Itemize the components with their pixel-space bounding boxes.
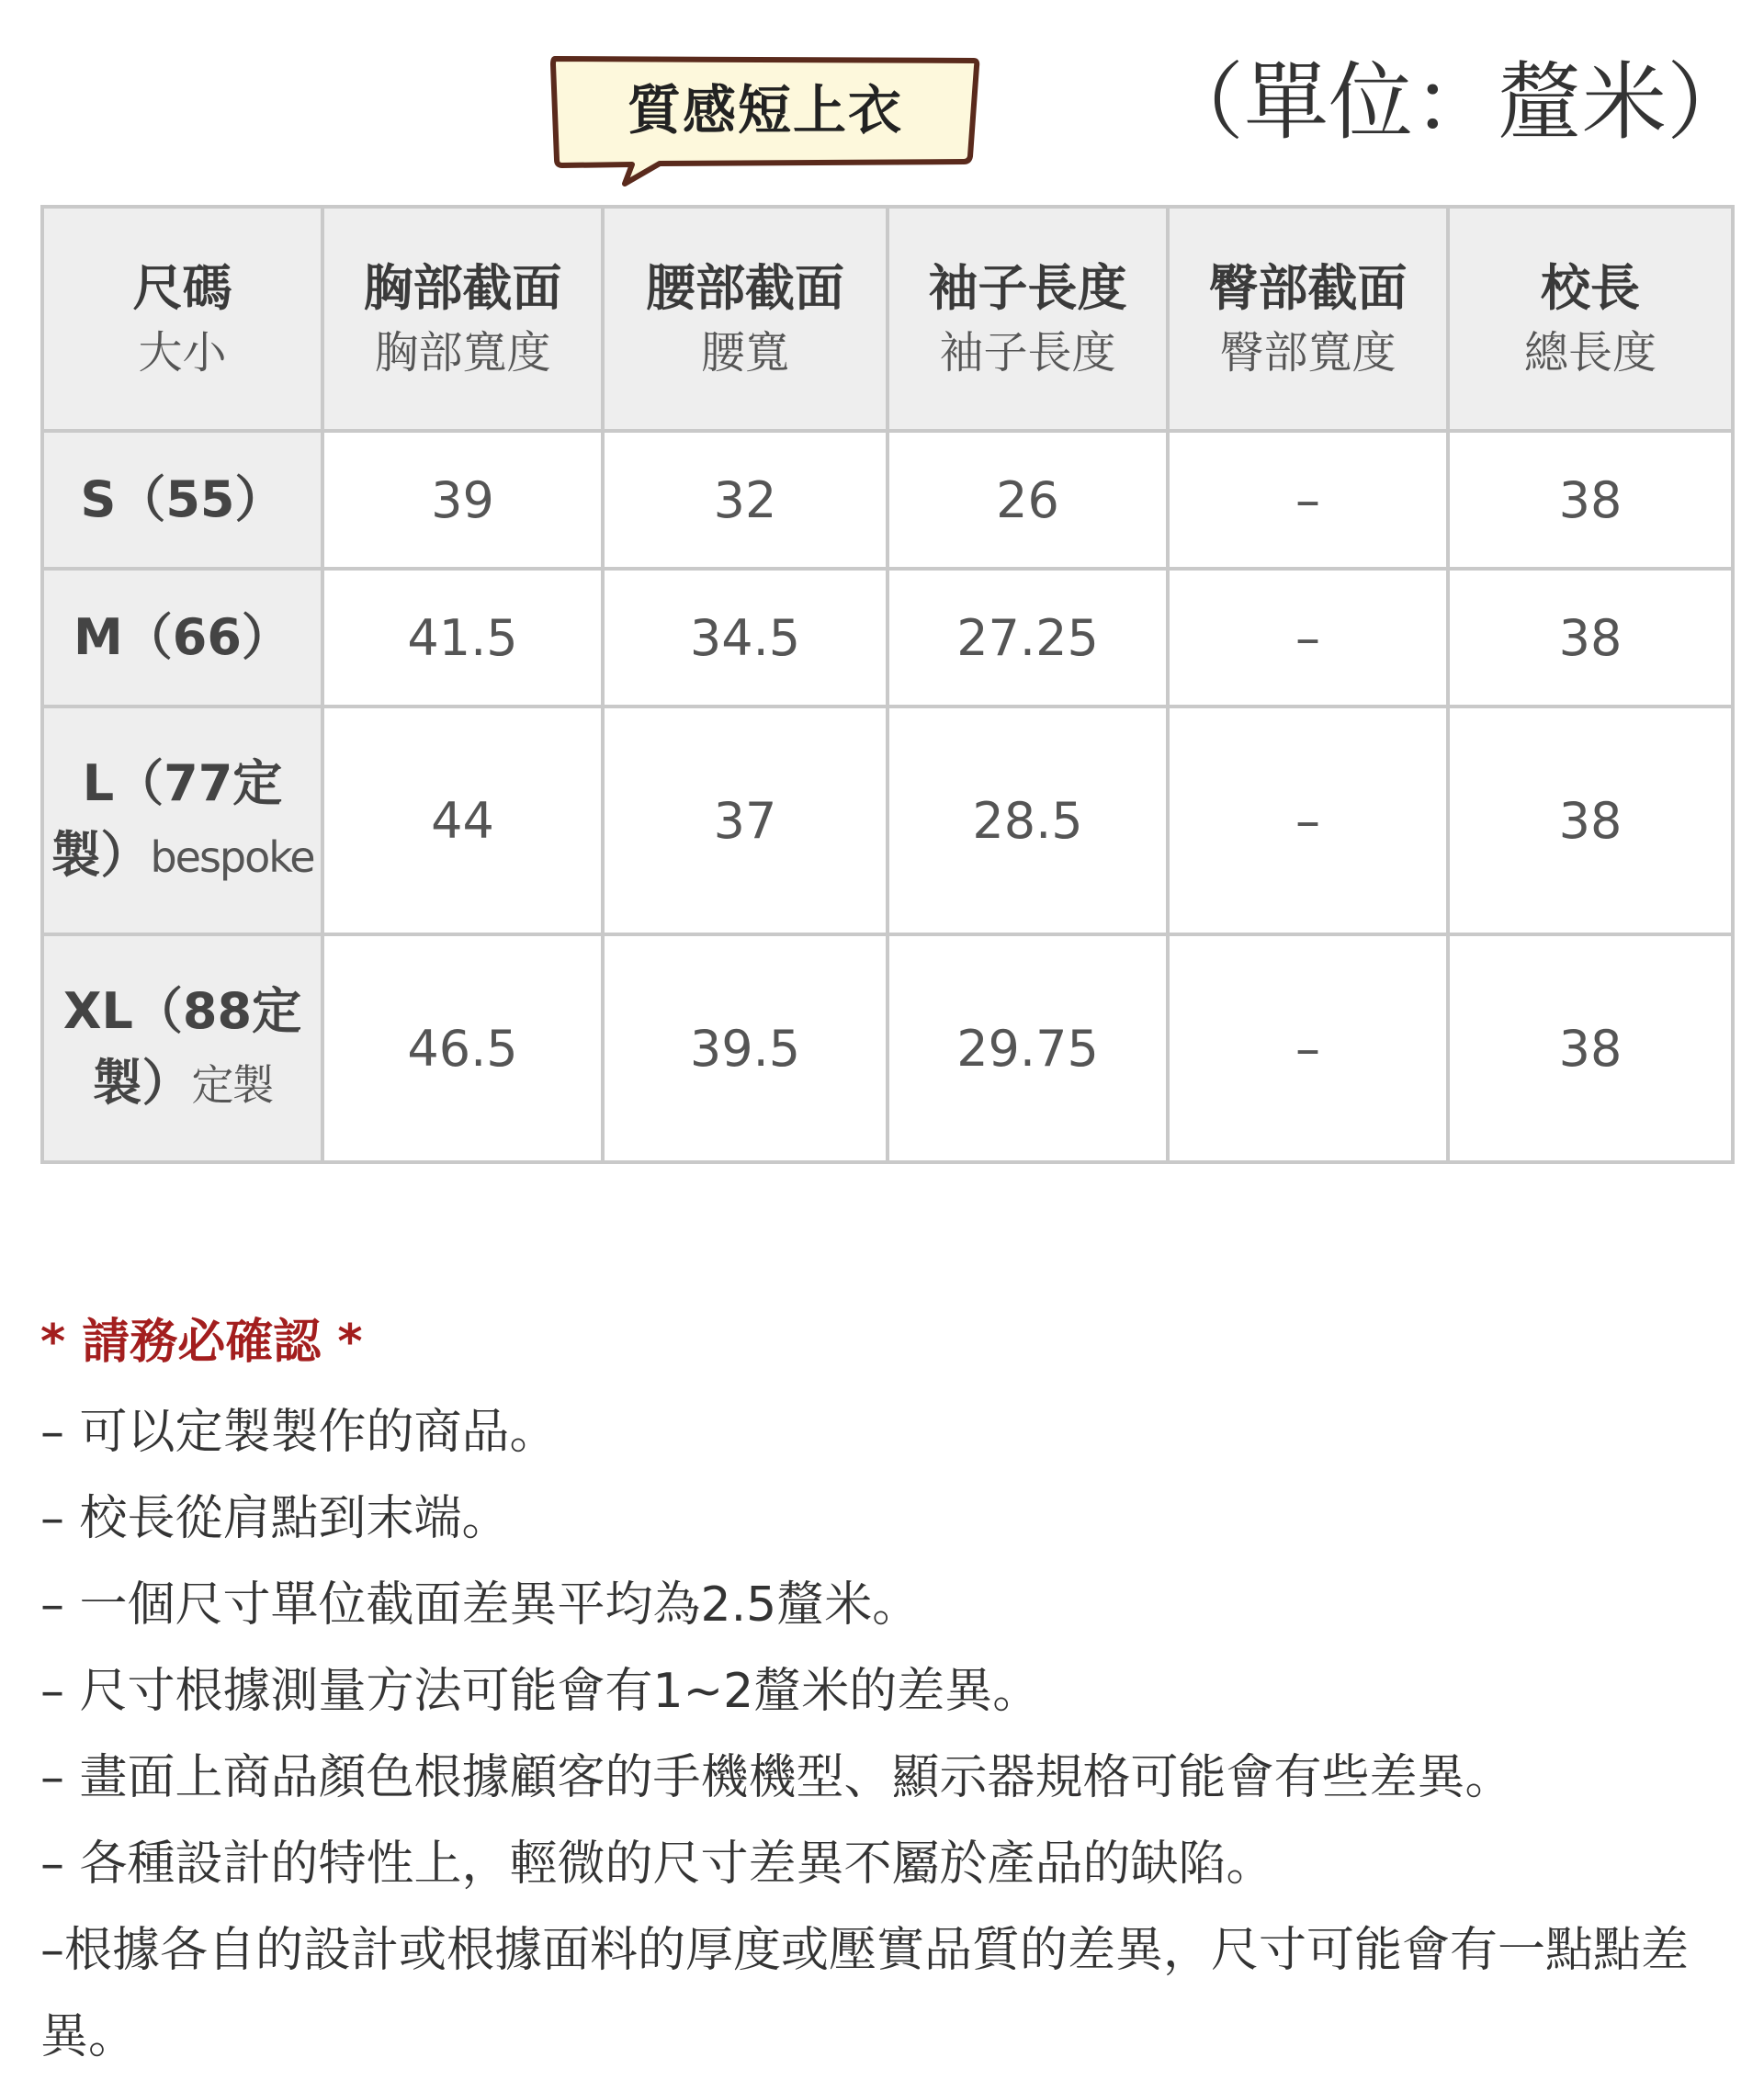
note-item: – 尺寸根據測量方法可能會有1~2釐米的差異。 (40, 1664, 1041, 1719)
size-label-cell (42, 569, 322, 707)
length-cell: 38 (1448, 569, 1733, 707)
note-item: – 校長從肩點到末端。 (40, 1491, 510, 1546)
page-title: 質感短上衣 (627, 79, 903, 141)
column-header-sleeve (888, 207, 1168, 431)
chest-cell: 46.5 (322, 934, 603, 1162)
size-label-cell (42, 707, 322, 934)
column-header-main: 胸部截面 (363, 259, 562, 317)
size-label-sub: 定製 (191, 1060, 273, 1110)
hip-cell: – (1168, 707, 1448, 934)
column-header-waist (603, 207, 888, 431)
chest-cell: 41.5 (322, 569, 603, 707)
table-row (42, 934, 1733, 1162)
size-label-suffix: 製） (51, 826, 151, 884)
size-label-line2 (44, 820, 321, 893)
column-header-main: 袖子長度 (928, 259, 1127, 317)
table-row (42, 431, 1733, 569)
note-item: – 各種設計的特性上，輕微的尺寸差異不屬於產品的缺陷。 (40, 1837, 1274, 1892)
waist-cell: 34.5 (603, 569, 888, 707)
table-row (42, 707, 1733, 934)
column-header-main: 腰部截面 (646, 259, 844, 317)
title-tag (549, 53, 981, 173)
waist-cell: 37 (603, 707, 888, 934)
column-header-main: 臀部截面 (1208, 259, 1408, 317)
note-item: – 畫面上商品顏色根據顧客的手機機型、顯示器規格可能會有些差異。 (40, 1750, 1513, 1805)
column-header-chest (322, 207, 603, 431)
column-header-size (42, 207, 322, 431)
notes-heading: * 請務必確認 * (40, 1315, 363, 1370)
waist-cell: 39.5 (603, 934, 888, 1162)
note-item: – 可以定製製作的商品。 (40, 1405, 558, 1460)
sleeve-cell: 29.75 (888, 934, 1168, 1162)
column-header-sub: 腰寬 (700, 327, 789, 379)
length-cell: 38 (1448, 431, 1733, 569)
table-row (42, 569, 1733, 707)
sleeve-cell: 28.5 (888, 707, 1168, 934)
size-label-sub: bespoke (150, 832, 314, 882)
column-header-sub: 臀部寬度 (1219, 327, 1396, 379)
column-header-length (1448, 207, 1733, 431)
note-item: – 一個尺寸單位截面差異平均為2.5釐米。 (40, 1577, 921, 1633)
column-header-sub: 胸部寬度 (374, 327, 551, 379)
table-header-row (42, 207, 1733, 431)
length-cell: 38 (1448, 934, 1733, 1162)
size-label-cell (42, 431, 322, 569)
column-header-hip (1168, 207, 1448, 431)
size-label-cell (42, 934, 322, 1162)
size-label: S（55） (80, 470, 285, 528)
hip-cell: – (1168, 431, 1448, 569)
size-label: L（77定 (82, 754, 283, 812)
note-item: –根據各自的設計或根據面料的厚度或壓實品質的差異，尺寸可能會有一點點差異。 (40, 1923, 1690, 2064)
column-header-sub: 袖子長度 (939, 327, 1116, 379)
size-label-line2 (44, 1047, 321, 1121)
size-label: M（66） (74, 608, 291, 666)
column-header-sub: 大小 (138, 327, 227, 379)
size-label: XL（88定 (62, 982, 302, 1040)
size-table (40, 205, 1735, 1164)
sleeve-cell: 27.25 (888, 569, 1168, 707)
notes-section (40, 1303, 1731, 2080)
chest-cell: 44 (322, 707, 603, 934)
column-header-main: 校長 (1541, 259, 1640, 317)
column-header-sub: 總長度 (1523, 327, 1657, 379)
length-cell: 38 (1448, 707, 1733, 934)
hip-cell: – (1168, 934, 1448, 1162)
waist-cell: 32 (603, 431, 888, 569)
chest-cell: 39 (322, 431, 603, 569)
sleeve-cell: 26 (888, 431, 1168, 569)
unit-note: （單位：釐米） (1159, 53, 1752, 152)
column-header-main: 尺碼 (132, 259, 232, 317)
size-label-suffix: 製） (92, 1054, 192, 1112)
hip-cell: – (1168, 569, 1448, 707)
